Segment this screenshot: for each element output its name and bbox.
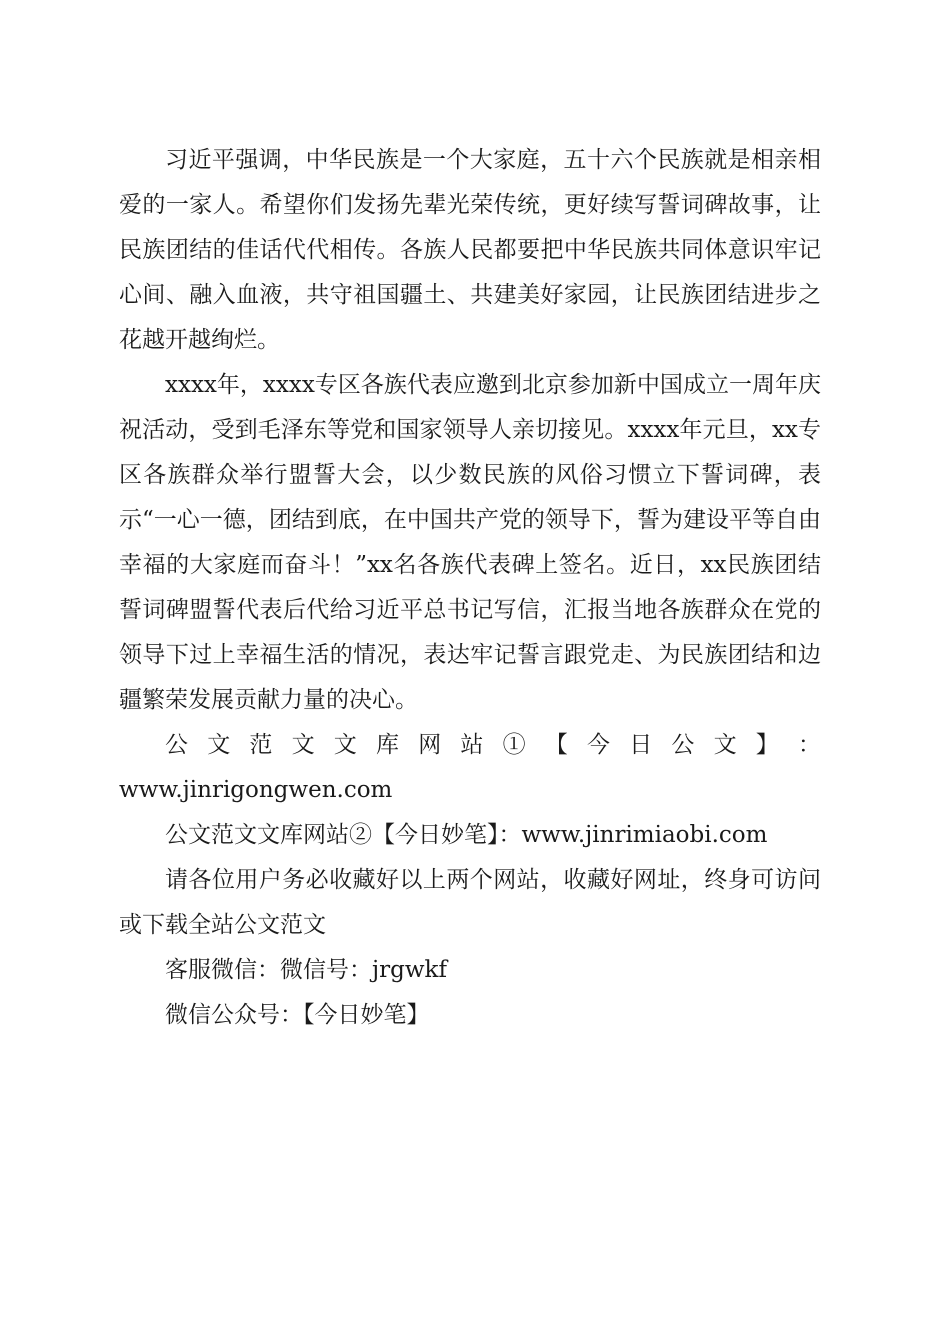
site1-label: 公 文 范 文 文 库 网 站 ① 【 今 日 公 文 】 ： <box>165 732 821 758</box>
site1-url: www.jinrigongwen.com <box>119 777 393 803</box>
body-paragraph-1: 习近平强调，中华民族是一个大家庭，五十六个民族就是相亲相爱的一家人。希望你们发扬先辈光荣传统，更好续写誓词碑故事，让民族团结的佳话代代相传。各族人民都要把中华民族共同体意识牢记心间、融入血液，共守祖国疆土、共建美好家园，让民族团结进步之花越开越绚烂。 <box>119 147 821 353</box>
wechat-service: 客服微信：微信号：jrgwkf <box>165 957 447 983</box>
wechat-public: 微信公众号：【今日妙笔】 <box>165 1002 430 1028</box>
reminder-paragraph: 请各位用户务必收藏好以上两个网站，收藏好网址，终身可访问或下载全站公文范文 <box>119 867 821 938</box>
site2-line: 公文范文文库网站②【今日妙笔】：www.jinrimiaobi.com <box>165 822 768 848</box>
body-paragraph-2: xxxx年，xxxx专区各族代表应邀到北京参加新中国成立一周年庆祝活动，受到毛泽东等党和国家领导人亲切接见。xxxx年元旦，xx专区各族群众举行盟誓大会，以少数民族的风俗习惯立下誓词碑，表示“一心一德，团结到底，在中国共产党的领导下，誓为建设平等自由幸福的大家庭而奋斗！”xx名各族代表碑上签名。近日，xx民族团结誓词碑盟誓代表后代给习近平总书记写信，汇报当地各族群众在党的领导下过上幸福生活的情况，表达牢记誓言跟党走、为民族团结和边疆繁荣发展贡献力量的决心。 <box>119 372 821 713</box>
document-page <box>119 138 821 1038</box>
